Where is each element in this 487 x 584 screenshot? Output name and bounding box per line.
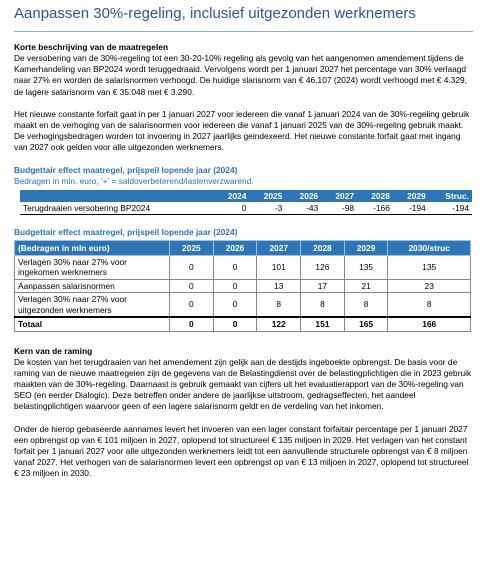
table-cell: -43 (285, 202, 321, 215)
header-cell: 2029 (344, 240, 388, 255)
table-cell: 0 (170, 255, 214, 279)
table-cell: 0 (170, 293, 214, 318)
table-cell: -98 (321, 202, 357, 215)
header-cell: 2029 (393, 190, 429, 202)
table-cell: 17 (301, 279, 345, 293)
budget-table-1 (20, 190, 472, 215)
table-cell: Verlagen 30% naar 27% voor ingekomen werknemers (15, 255, 170, 279)
header-cell: 2028 (357, 190, 393, 202)
table-cell: -194 (429, 202, 472, 215)
table-header-row (15, 240, 471, 255)
table-cell: 8 (344, 293, 388, 318)
table1-title: Budgettair effect maatregel, prijspeil lopende jaar (2024) (14, 164, 238, 175)
table-cell: 23 (388, 279, 471, 293)
table-cell: 135 (344, 255, 388, 279)
header-cell: 2025 (249, 190, 285, 202)
table-row (15, 255, 471, 279)
document-title: Aanpassen 30%-regeling, inclusief uitgezonden werknemers (14, 5, 416, 22)
paragraph: De kosten van het terugdraaien van het amendement zijn gelijk aan de destijds ingeboekte opbrengst. De basis voor de raming van de nieuwe maatregelen zijn de gegevens van de Belastingdienst over de belastingplichtigen die in 2023 gebruik maakten van de 30%-regeling. Daarnaast is gebruik gemaakt van cijfers uit het evaluatierapport van de 30%-regeling van SEO (en eerder Dialogic). Deze betreffen onder andere de jaarlijkse uitstroom, gedragseffecten, het aandeel belastingplichtigen waarvoor geen of een lagere salarisnorm geldt en de verdeling van het inkomen. (14, 356, 472, 412)
table-cell: 8 (301, 293, 345, 318)
table-cell: 0 (214, 202, 250, 215)
table-cell: 0 (213, 255, 257, 279)
header-cell: 2027 (321, 190, 357, 202)
table-cell: 166 (388, 317, 471, 331)
table-cell: 8 (257, 293, 301, 318)
table-cell: 126 (301, 255, 345, 279)
header-cell: 2026 (285, 190, 321, 202)
header-cell: (Bedragen in mln euro) (15, 240, 170, 255)
header-cell: 2026 (213, 240, 257, 255)
table-cell: 101 (257, 255, 301, 279)
header-cell: 2027 (257, 240, 301, 255)
table-row (20, 202, 472, 215)
paragraph: De versobering van de 30%-regeling tot een 30-20-10% regeling als gevolg van het aangenomen amendement tijdens de Kamerhandeling van BP2024 wordt teruggedraaid. Vervolgens wordt per 1 januari 2027 het percentage van 30% verlaagd naar 27% en worden de salarisnormen verhoogd. De huidige slarisnorm van € 46.107 (2024) wordt verhoogd met € 4.329, de lagere salarisnorm van € 35.048 met € 3.290. (14, 53, 467, 97)
section-heading-kern: Kern van de raming (14, 345, 93, 356)
table-row (15, 293, 471, 318)
header-cell: 2030/struc (388, 240, 471, 255)
table-cell: -3 (249, 202, 285, 215)
header-cell: 2028 (301, 240, 345, 255)
table-cell: 122 (257, 317, 301, 331)
table-cell: Terugdraaien versobering BP2024 (20, 202, 214, 215)
budget-table-2 (14, 240, 471, 332)
table-cell: 0 (170, 279, 214, 293)
table-row (15, 279, 471, 293)
table-cell: Totaal (15, 317, 170, 331)
table-cell: 0 (170, 317, 214, 331)
table-cell: 0 (213, 293, 257, 318)
table-header-row (20, 190, 472, 202)
paragraph: Het nieuwe constante forfait gaat in per 1 januari 2027 voor iedereen die vanaf 1 januari 2024 van de 30%-regeling gebruik maakt en de verhoging van de salarisnormen voor iedereen die vanaf 1 januari 2025 van de 30%-regeling gebruik maakt. De verhogingsbedragen worden tot invoering in 2027 jaarlijks geindexeerd. Het nieuwe constante forfait gaat met ingang van 2027 ook gelden voor alle uitgezonden werknemers. (14, 108, 470, 153)
table-cell: -194 (393, 202, 429, 215)
table-total-row (15, 317, 471, 331)
table-cell: -166 (357, 202, 393, 215)
table-cell: Aanpassen salarisnormen (15, 279, 170, 293)
table-cell: 135 (388, 255, 471, 279)
table-cell: 151 (301, 317, 345, 331)
header-cell: Struc. (429, 190, 472, 202)
table-cell: 13 (257, 279, 301, 293)
table-cell: 0 (213, 279, 257, 293)
table-cell: 8 (388, 293, 471, 318)
table-cell: Verlagen 30% naar 27% voor uitgezonden werknemers (15, 293, 170, 318)
table-cell: 0 (213, 317, 257, 331)
table-cell: 21 (344, 279, 388, 293)
paragraph: Onder de hierop gebaseerde aannames levert het invoeren van een lager constant forfaitair percentage per 1 januari 2027 een opbrengst op van € 101 miljoen in 2027, oplopend tot structureel € 135 miljoen in 2029. Het verlagen van het constant forfait per 1 januari 2027 voor alle uitgezonden werknemers leidt tot een aanvullende structurele opbrengst van € 8 miljoen vanaf 2027. Het verhogen van de salarisnormen levert een opbrengst op van € 13 miljoen in 2027, oplopend tot structureel € 23 miljoen in 2030. (14, 423, 469, 479)
title-divider (14, 31, 473, 32)
section-heading-beschrijving: Korte beschrijving van de maatregelen (14, 42, 169, 52)
table2-title: Budgettair effect maatregel, prijspeil lopende jaar (2024) (14, 226, 238, 237)
header-cell: 2024 (214, 190, 250, 202)
header-cell (20, 190, 214, 202)
table-cell: 165 (344, 317, 388, 331)
table1-subtitle: Bedragen in mln. euro, '+' = saldoverbeterend/lastenverzwarend. (14, 175, 254, 186)
header-cell: 2025 (170, 240, 214, 255)
